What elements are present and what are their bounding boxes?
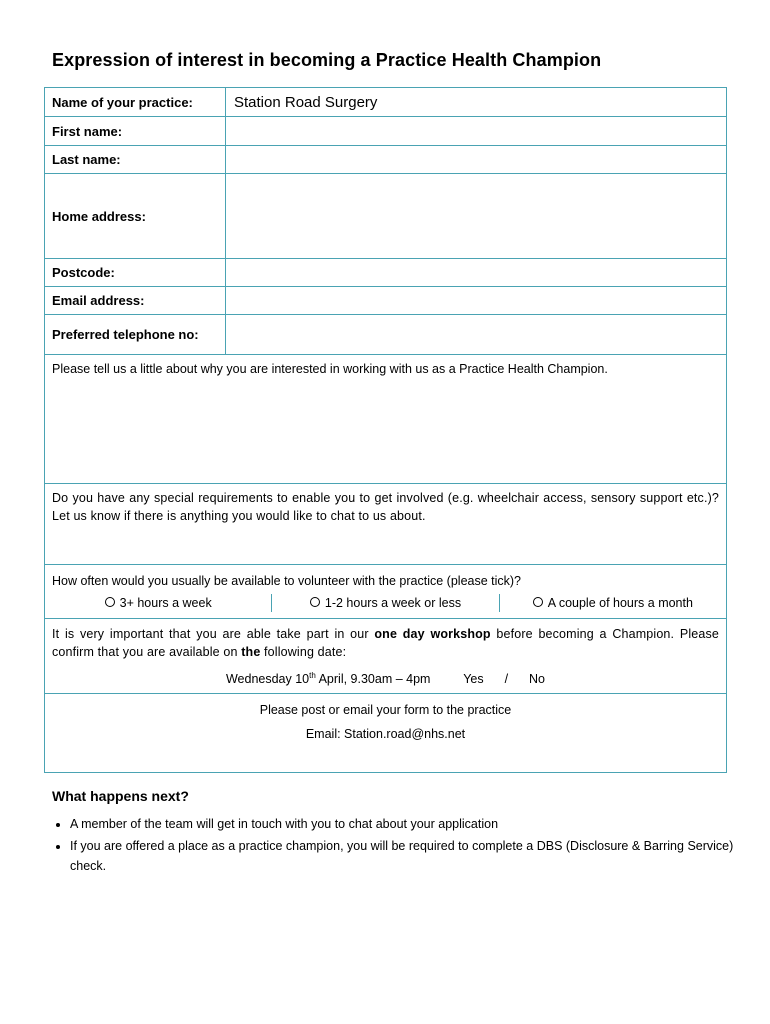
post-instruction: Please post or email your form to the practice [259,703,512,717]
last-name-input[interactable] [226,146,726,173]
first-name-input[interactable] [226,117,726,145]
workshop-text [52,625,719,661]
field-last-name [45,146,726,174]
option-label: 1-2 hours a week or less [324,596,462,610]
practice-email[interactable]: Email: Station.road@nhs.net [305,727,466,741]
workshop-section [45,619,726,694]
application-form [44,87,727,773]
requirements-prompt: Do you have any special requirements to enable you to get involved (e.g. wheelchair access, sensory support etc.)? Let us know if there is anything you would like to chat to us about. [52,491,719,523]
option-1-2-hours[interactable] [271,594,498,612]
workshop-text-part: before becoming a Champion. Please confirm that you are available on [52,627,719,659]
field-first-name [45,117,726,146]
telephone-input[interactable] [226,315,726,354]
list-item: • A member of the team will get in touch with you to chat about your application [70,814,740,835]
yes-no-separator: / [504,672,509,687]
field-label: Email address: [45,287,226,314]
availability-options [45,594,726,612]
field-label: First name: [45,117,226,145]
workshop-date [226,672,431,686]
field-telephone [45,315,726,355]
interest-section[interactable] [45,355,726,484]
field-label: Preferred telephone no: [45,315,226,354]
form-title: Expression of interest in becoming a Practice Health Champion [52,50,602,70]
field-label: Home address: [45,174,226,258]
option-label: 3+ hours a week [119,596,212,610]
home-address-input[interactable] [226,174,726,258]
next-steps-list [52,814,740,878]
field-label: Name of your practice: [45,88,226,116]
post-section [45,694,726,772]
option-couple-hours-month[interactable] [499,594,726,612]
list-item: • If you are offered a place as a practice champion, you will be required to complete a DBS (Disclosure & Barring Service) check. [70,836,740,877]
field-email [45,287,726,315]
workshop-text-part: following date: [260,645,347,659]
date-part: April, 9.30am – 4pm [315,672,431,687]
next-steps-heading: What happens next? [52,788,189,804]
postcode-input[interactable] [226,259,726,286]
radio-circle-icon[interactable] [105,597,115,607]
practice-name-input[interactable]: Station Road Surgery [234,93,378,111]
field-label: Postcode: [45,259,226,286]
availability-prompt: How often would you usually be available to volunteer with the practice (please tick)? [52,574,522,588]
field-postcode [45,259,726,287]
no-option[interactable]: No [529,672,546,687]
email-input[interactable] [226,287,726,314]
workshop-text-bold: the [241,645,261,659]
radio-circle-icon[interactable] [533,597,543,607]
option-label: A couple of hours a month [547,596,693,610]
field-label: Last name: [45,146,226,173]
requirements-section[interactable] [45,484,726,565]
radio-circle-icon[interactable] [310,597,320,607]
workshop-text-bold: one day workshop [374,627,491,641]
workshop-date-line [52,667,719,688]
workshop-text-part: It is very important that you are able take part in our [52,627,375,641]
date-part: Wednesday 10 [225,672,310,687]
interest-prompt: Please tell us a little about why you are interested in working with us as a Practice Health Champion. [52,362,608,376]
date-suffix: th [309,671,316,680]
field-practice-name [45,88,726,117]
field-home-address [45,174,726,259]
option-3plus-hours[interactable] [45,594,271,612]
availability-section [45,565,726,619]
yes-option[interactable]: Yes [463,672,484,687]
